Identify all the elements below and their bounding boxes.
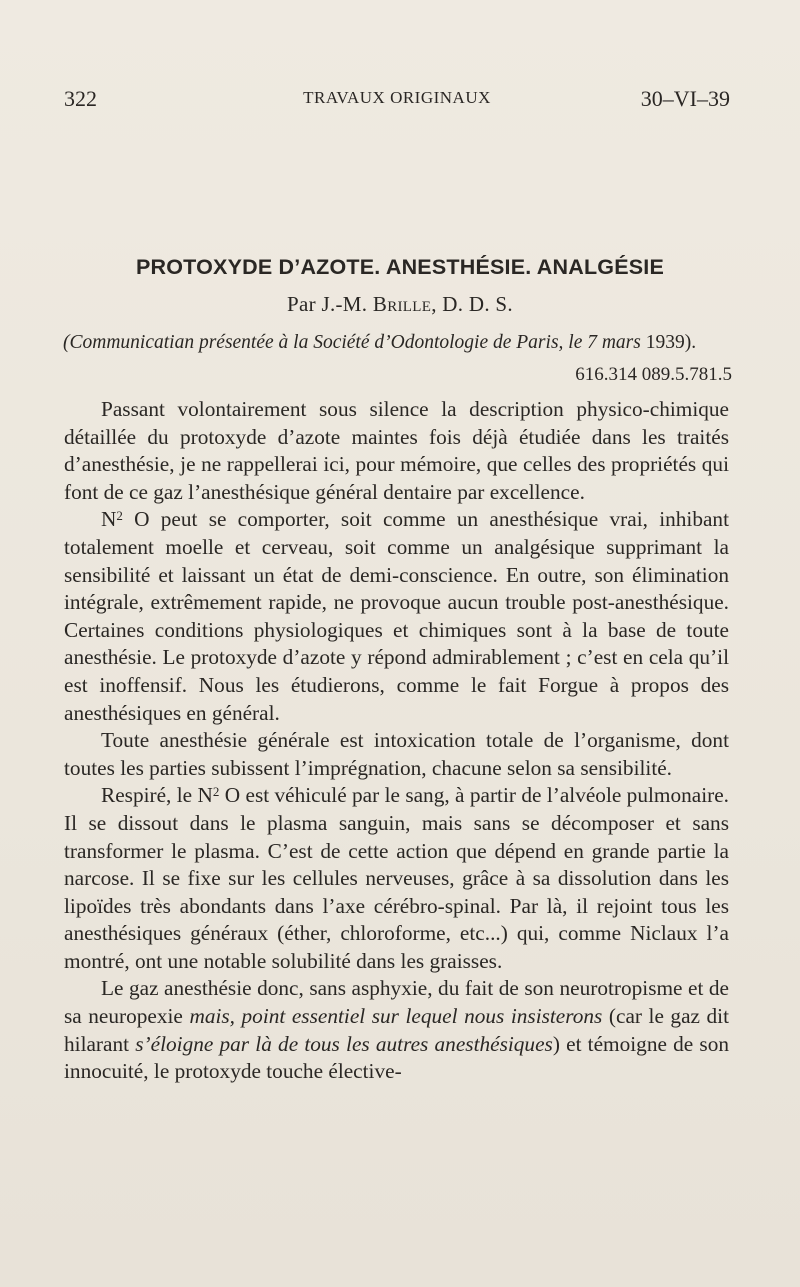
subscript-2: 2: [116, 508, 123, 524]
byline: [0, 292, 800, 317]
emphasis: mais, point essentiel sur lequel nous insisterons: [189, 1004, 603, 1029]
communication-text: (Communicatian présentée à la Société d’Odontologie de Paris, le 7 mars: [63, 332, 646, 353]
communication-year: 1939).: [645, 332, 697, 353]
author-surname: Brille: [372, 292, 432, 316]
communication-note: [63, 332, 743, 354]
article-body: [64, 396, 729, 1086]
paragraph-1: Passant volontairement sous silence la description physico-chimique détaillée du protoxyde d’azote maintes fois déjà étudiée dans les traités d’anesthésie, je ne rappellerai ici, pour mémoire, que celles des propriétés qui font de ce gaz l’anesthésique général dentaire par excellence.: [64, 397, 729, 504]
subscript-2: 2: [212, 784, 220, 800]
article-title: PROTOXYDE D’AZOTE. ANESTHÉSIE. ANALGÉSIE: [135, 255, 665, 279]
paragraph-3: Toute anesthésie générale est intoxication totale de l’organisme, dont toutes les parties subissent l’imprégnation, chacune selon sa sensibilité.: [64, 728, 729, 780]
running-title: TRAVAUX ORIGINAUX: [303, 88, 491, 107]
emphasis: s’éloigne par là de tous les autres anesthésiques: [135, 1031, 553, 1056]
paragraph-4: Respiré, le $N^2$ O est véhiculé par le sang, à partir de l’alvéole pulmonaire. Il se dissout dans le plasma sanguin, mais sans se décomposer et sans transformer le plasma. C’est de cette action que dépend en grande partie la narcose. Il se fixe sur les cellules nerveuses, grâce à sa dissolution dans les lipoïdes très abondants dans l’axe cérébro-spinal. Par là, il rejoint tous les anesthésiques généraux (éther, chloroforme, etc...) qui, comme Niclaux l’a montré, ont une notable solubilité dans les graisses.: [64, 783, 730, 973]
classification-code: 616.314 089.5.781.5: [575, 364, 732, 385]
paragraph-5: Le gaz anesthésie donc, sans asphyxie, du fait de son neurotropisme et de sa neuropexie mais, point essentiel sur lequel nous insisterons (car le gaz dit hilarant s’éloigne par là de tous les autres anesthésiques) et témoigne de son innocuité, le protoxyde touche élective-: [64, 976, 730, 1084]
running-header: [64, 86, 730, 116]
page-number: 322: [64, 86, 97, 111]
byline-suffix: , D. D. S.: [431, 292, 513, 316]
byline-prefix: Par J.-M.: [287, 292, 373, 316]
issue-date: 30–VI–39: [640, 86, 730, 111]
paragraph-2: $N^2$ O peut se comporter, soit comme un anesthésique vrai, inhibant totalement moelle et cerveau, soit comme un analgésique supprimant la sensibilité et laissant un état de demi-conscience. En outre, son élimination intégrale, extrêmement rapide, ne provoque aucun trouble post-anesthésique. Certaines conditions physiologiques et chimiques sont à la base de toute anesthésie. Le protoxyde d’azote y répond admirablement ; c’est en cela qu’il est inoffensif. Nous les étudierons, comme le fait Forgue à propos des anesthésiques en général.: [64, 507, 729, 725]
